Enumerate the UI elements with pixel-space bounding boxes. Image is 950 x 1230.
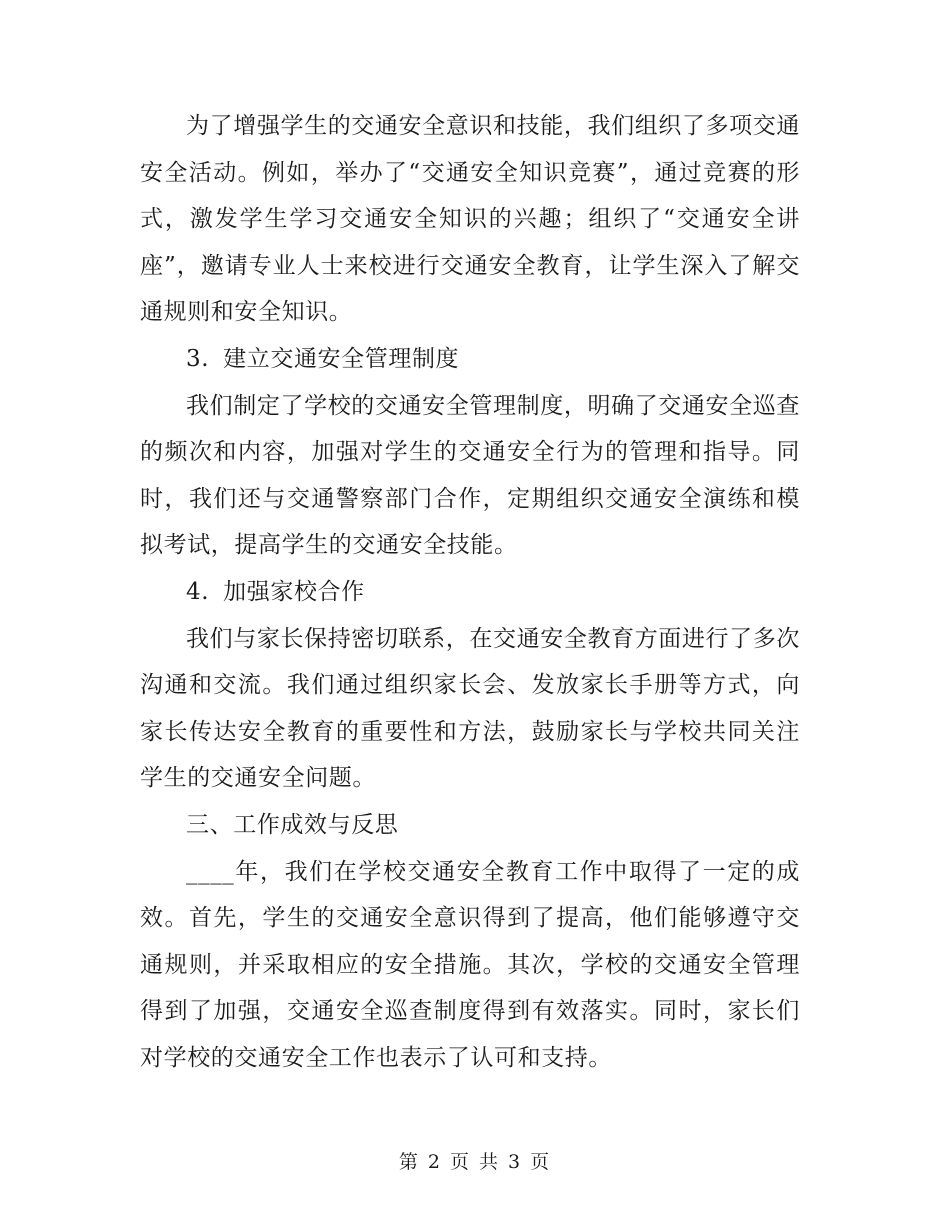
heading-results-reflection <box>140 802 800 849</box>
paragraph-management-system: 我们制定了学校的交通安全管理制度，明确了交通安全巡查的频次和内容，加强对学生的交通安全行为的管理和指导。同时，我们还与交通警察部门合作，定期组织交通安全演练和模拟考试，提高学生的交通安全技能。 <box>140 392 800 559</box>
heading-home-school <box>140 569 800 616</box>
heading-text: 三、工作成效与反思 <box>186 811 399 838</box>
heading-text: 建立交通安全管理制度 <box>223 345 460 372</box>
heading-number: 4. <box>186 578 210 605</box>
paragraph-home-school: 我们与家长保持密切联系，在交通安全教育方面进行了多次沟通和交流。我们通过组织家长会、发放家长手册等方式，向家长传达安全教育的重要性和方法，鼓励家长与学校共同关注学生的交通安全问题。 <box>140 625 800 792</box>
heading-management-system <box>140 336 800 383</box>
paragraph-results: ____年，我们在学校交通安全教育工作中取得了一定的成效。首先，学生的交通安全意识得到了提高，他们能够遵守交通规则，并采取相应的安全措施。其次，学校的交通安全管理得到了加强，交通安全巡查制度得到有效落实。同时，家长们对学校的交通安全工作也表示了认可和支持。 <box>140 858 800 1071</box>
page-number-footer: 第 2 页 共 3 页 <box>398 1151 552 1173</box>
heading-text: 加强家校合作 <box>223 578 365 605</box>
heading-number: 3. <box>186 345 210 372</box>
document-body <box>140 103 800 1081</box>
paragraph-activities: 为了增强学生的交通安全意识和技能，我们组织了多项交通安全活动。例如，举办了“交通安全知识竞赛”，通过竞赛的形式，激发学生学习交通安全知识的兴趣；组织了“交通安全讲座”，邀请专业人士来校进行交通安全教育，让学生深入了解交通规则和安全知识。 <box>140 113 800 326</box>
